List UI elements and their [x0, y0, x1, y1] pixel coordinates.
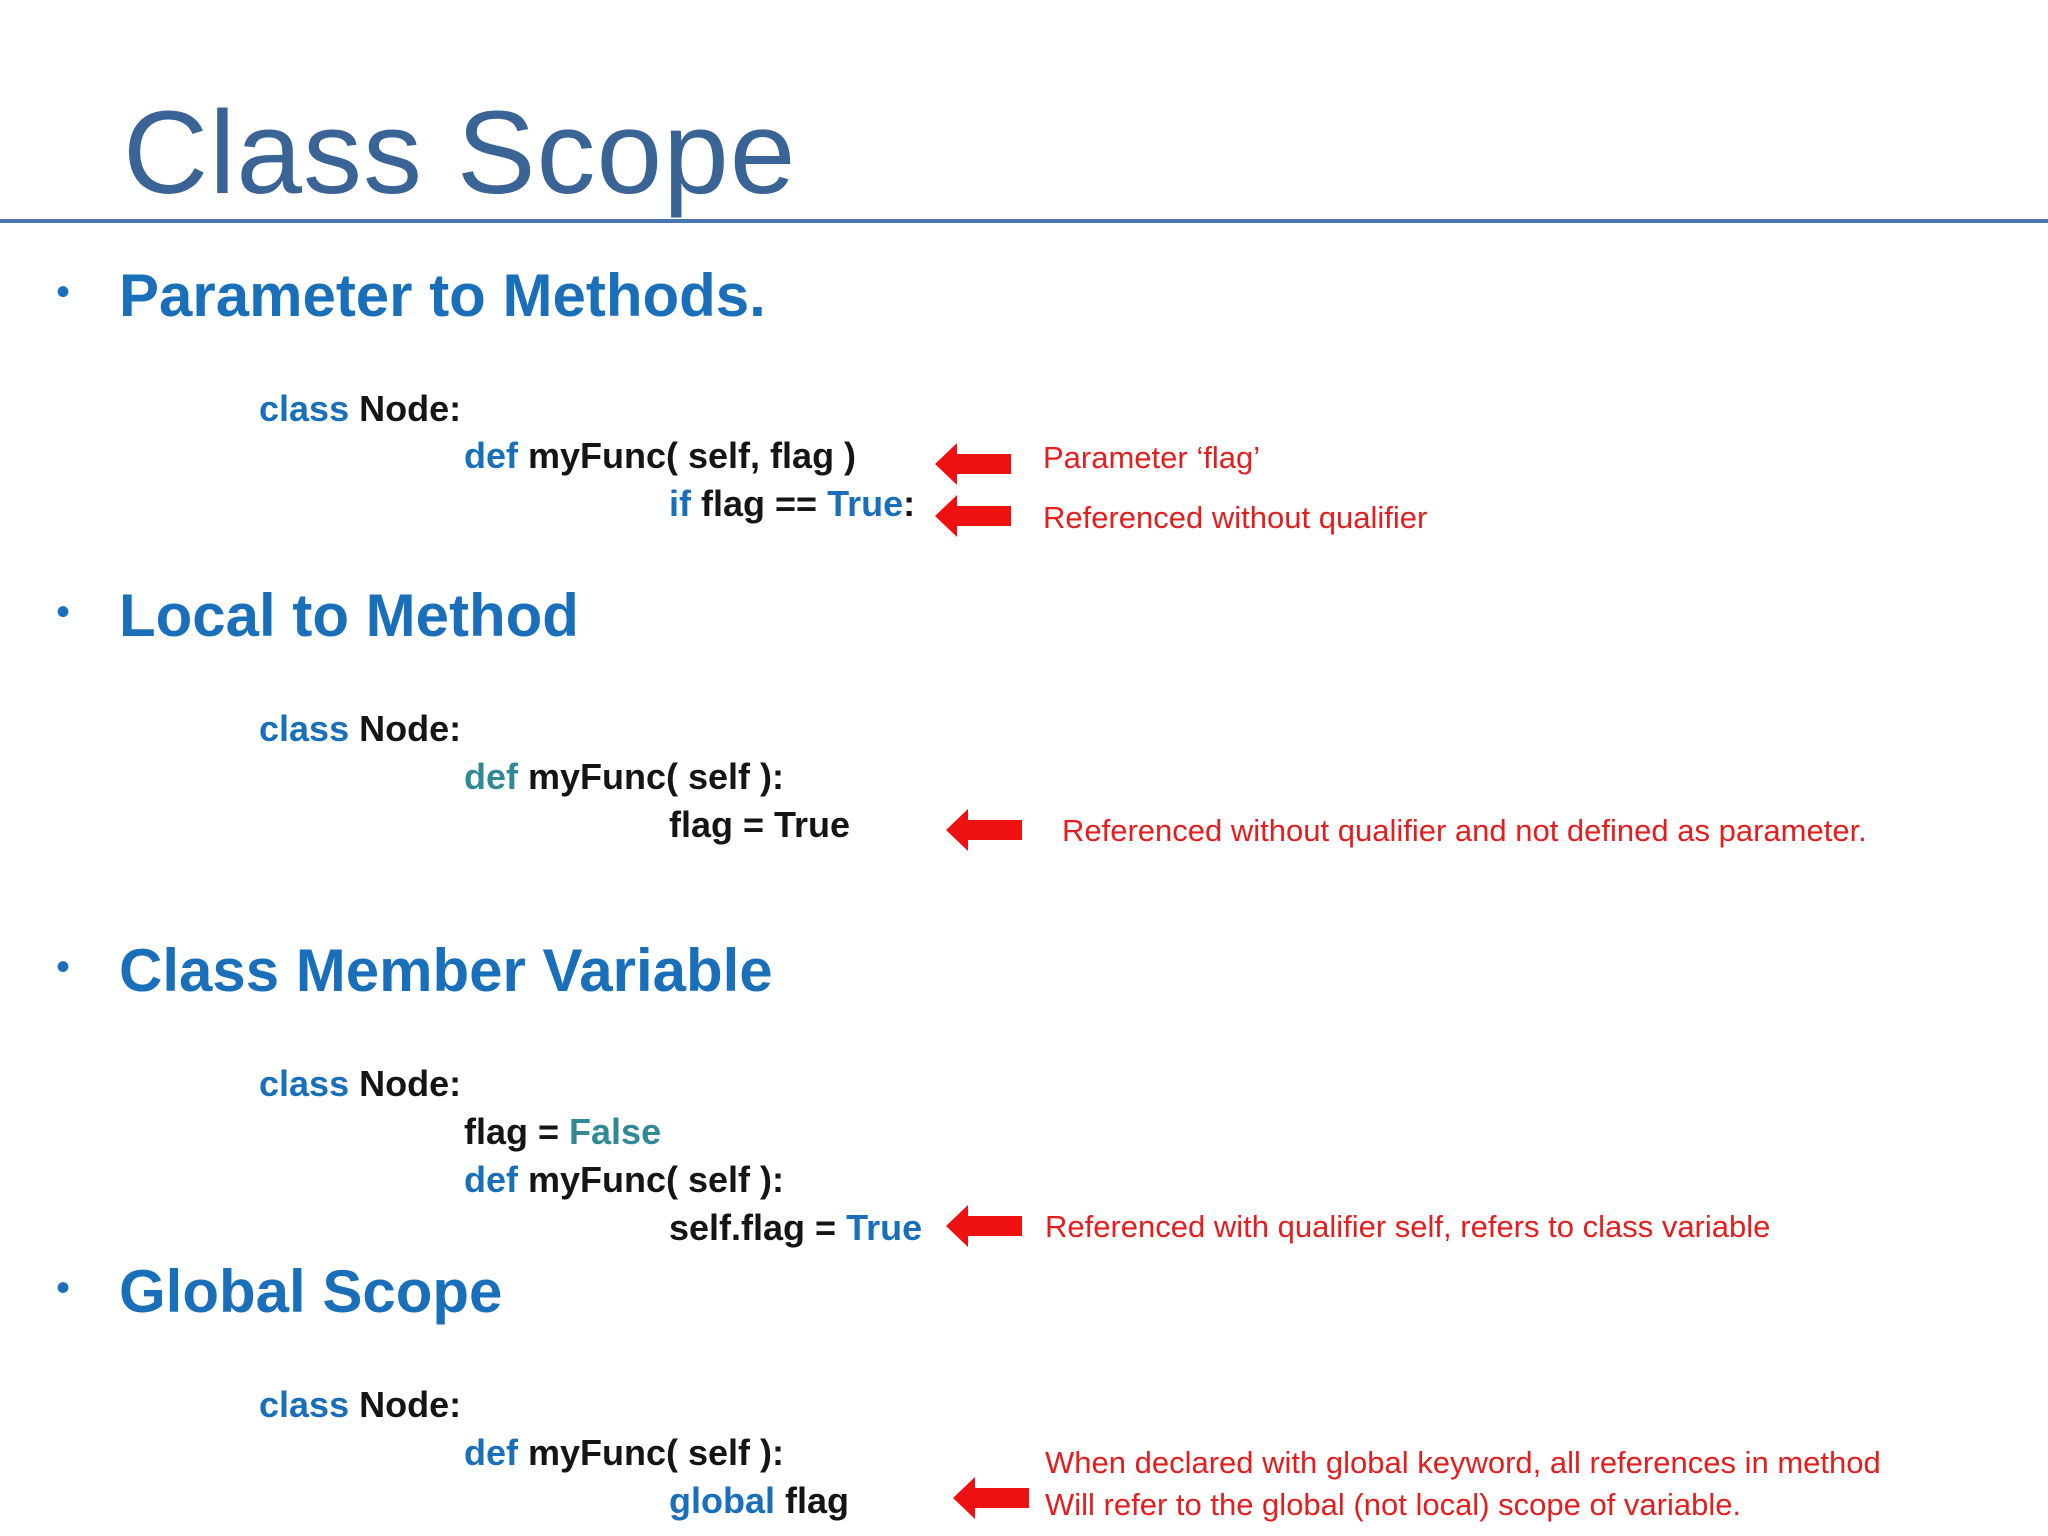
code-keyword: class [259, 388, 350, 429]
bullet-icon: • [56, 590, 71, 634]
left-arrow-icon [933, 441, 1013, 487]
code-text: Node: [349, 1384, 462, 1425]
code-keyword: def [464, 1432, 518, 1473]
code-text: myFunc( self ): [518, 756, 785, 797]
code-keyword: global [669, 1480, 775, 1521]
bullet-icon: • [56, 270, 71, 314]
bullet-icon: • [56, 945, 71, 989]
code-keyword: def [464, 756, 518, 797]
code-text: self.flag = [669, 1207, 847, 1248]
annotation-note: Referenced without qualifier [1043, 500, 1428, 535]
bullet-icon: • [56, 1266, 71, 1310]
annotation-note: When declared with global keyword, all references in method [1045, 1445, 1881, 1480]
code-keyword: class [259, 1063, 350, 1104]
left-arrow-icon [933, 493, 1013, 539]
left-arrow-icon [944, 807, 1024, 853]
code-keyword: def [464, 435, 518, 476]
slide-title: Class Scope [123, 87, 797, 219]
section-heading-parameter: Parameter to Methods. [119, 262, 766, 329]
section-heading-class-member: Class Member Variable [119, 937, 773, 1004]
code-text: Node: [349, 1063, 462, 1104]
code-text: Node: [349, 708, 462, 749]
code-text: myFunc( self ): [518, 1159, 785, 1200]
code-line [669, 1479, 849, 1523]
code-line [669, 803, 850, 847]
code-line [259, 707, 461, 751]
annotation-note: Will refer to the global (not local) scope of variable. [1045, 1487, 1742, 1522]
code-text: Node: [349, 388, 462, 429]
code-line [259, 1383, 461, 1427]
code-value: False [569, 1111, 662, 1152]
code-keyword: if [669, 483, 691, 524]
code-line [669, 482, 915, 526]
code-keyword: class [259, 1384, 350, 1425]
code-line [464, 1158, 784, 1202]
code-line [259, 387, 461, 431]
code-line [259, 1062, 461, 1106]
code-text: myFunc( self, flag ) [518, 435, 857, 476]
code-value: True [827, 483, 904, 524]
code-keyword: def [464, 1159, 518, 1200]
code-line [464, 1431, 784, 1475]
annotation-note: Referenced without qualifier and not defined as parameter. [1062, 813, 1867, 848]
code-text: : [903, 483, 916, 524]
section-heading-local: Local to Method [119, 582, 579, 649]
code-line [464, 434, 856, 478]
section-heading-global: Global Scope [119, 1258, 503, 1325]
code-line [669, 1206, 922, 1250]
code-text: flag = [464, 1111, 570, 1152]
code-text: flag == [691, 483, 828, 524]
code-text: myFunc( self ): [518, 1432, 785, 1473]
code-line [464, 1110, 661, 1154]
code-text: flag = True [669, 804, 851, 845]
annotation-note: Referenced with qualifier self, refers to class variable [1045, 1209, 1771, 1244]
code-text: flag [775, 1480, 850, 1521]
title-divider [0, 219, 2048, 223]
annotation-note: Parameter ‘flag’ [1043, 440, 1261, 475]
left-arrow-icon [951, 1475, 1031, 1521]
code-keyword: class [259, 708, 350, 749]
left-arrow-icon [944, 1203, 1024, 1249]
code-line [464, 755, 784, 799]
code-value: True [846, 1207, 923, 1248]
